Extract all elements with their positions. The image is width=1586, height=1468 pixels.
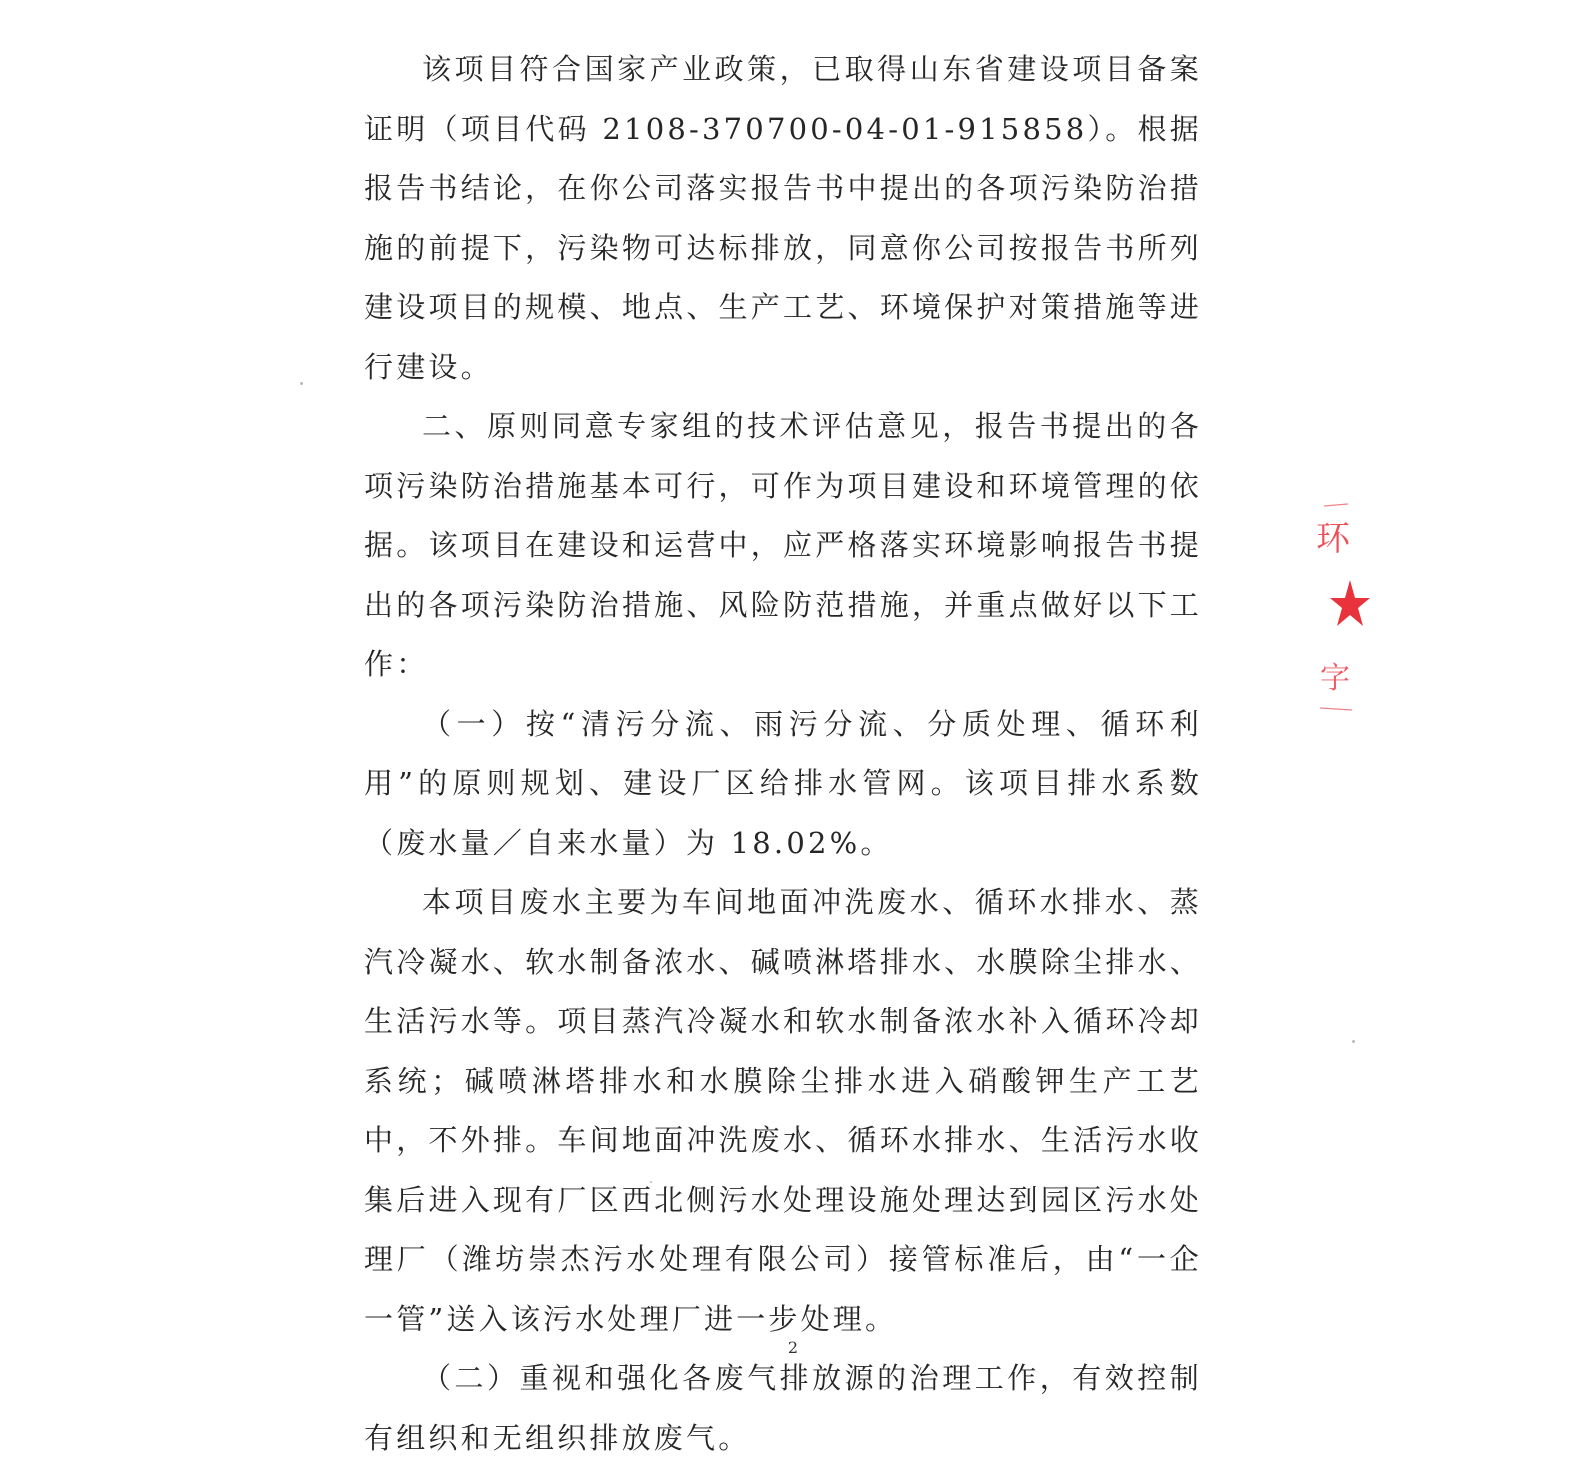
scan-speck xyxy=(1352,1040,1355,1043)
paragraph-item-one: （一）按“清污分流、雨污分流、分质处理、循环利用”的原则规划、建设厂区给排水管网。该项目排水系数（废水量／自来水量）为 18.02%。 xyxy=(364,706,1202,860)
paragraph-project-approval: 该项目符合国家产业政策，已取得山东省建设项目备案证明（项目代码 2108-370700-04-01-915858）。根据报告书结论，在你公司落实报告书中提出的各项污染防治措施的前提下，污染物可达标排放，同意你公司按报告书所列建设项目的规模、地点、生产工艺、环境保护对策措施等进行建设。 xyxy=(364,52,1202,384)
body-text xyxy=(364,40,1202,1468)
svg-text:字: 字 xyxy=(1320,661,1350,696)
paragraph-item-two: （二）重视和强化各废气排放源的治理工作，有效控制有组织和无组织排放废气。 xyxy=(364,1361,1202,1455)
scan-speck xyxy=(300,382,303,385)
page-number: 2 xyxy=(787,1338,799,1357)
svg-text:环: 环 xyxy=(1316,519,1350,559)
paragraph-section-two: 二、原则同意专家组的技术评估意见，报告书提出的各项污染防治措施基本可行，可作为项目建设和环境管理的依据。该项目在建设和运营中，应严格落实环境影响报告书提出的各项污染防治措施、风险防范措施，并重点做好以下工作： xyxy=(364,409,1202,681)
scan-speck xyxy=(650,1181,652,1183)
official-seal-stamp xyxy=(1310,498,1370,718)
paragraph-wastewater: 本项目废水主要为车间地面冲洗废水、循环水排水、蒸汽冷凝水、软水制备浓水、碱喷淋塔排水、水膜除尘排水、生活污水等。项目蒸汽冷凝水和软水制备浓水补入循环冷却系统；碱喷淋塔排水和水膜除尘排水进入硝酸钾生产工艺中，不外排。车间地面冲洗废水、循环水排水、生活污水收集后进入现有厂区西北侧污水处理设施处理达到园区污水处理厂（潍坊崇杰污水处理有限公司）接管标准后，由“一企一管”送入该污水处理厂进一步处理。 xyxy=(364,885,1202,1336)
